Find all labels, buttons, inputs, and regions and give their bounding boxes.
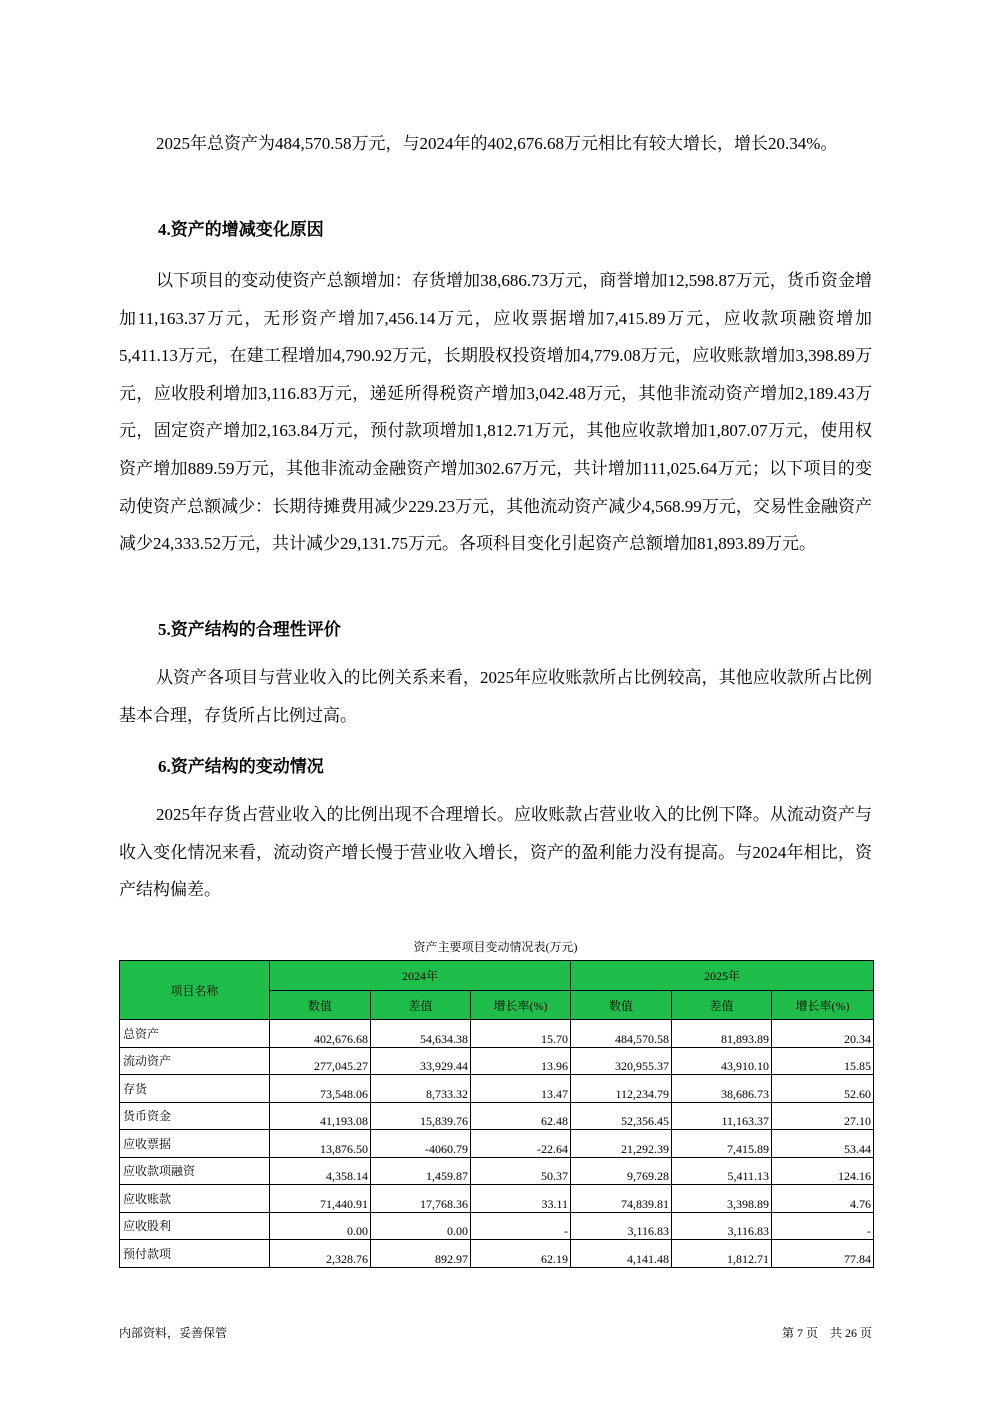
- table-cell: 62.48: [471, 1102, 571, 1130]
- table-row: [120, 1185, 874, 1213]
- header-value-2024: 数值: [270, 991, 371, 1020]
- table-cell: 0.00: [371, 1212, 471, 1240]
- header-year-2024: 2024年: [270, 961, 571, 991]
- table-cell: 2,328.76: [270, 1240, 371, 1268]
- table-cell: 1,812.71: [672, 1240, 772, 1268]
- table-cell: 5,411.13: [672, 1157, 772, 1185]
- table-cell: 15.85: [772, 1047, 874, 1075]
- table-cell: 43,910.10: [672, 1047, 772, 1075]
- table-body: [120, 1020, 874, 1268]
- table-cell: 3,116.83: [571, 1212, 672, 1240]
- table-row: [120, 1047, 874, 1075]
- table-cell: 3,116.83: [672, 1212, 772, 1240]
- table-row: [120, 1102, 874, 1130]
- row-label: 应收股利: [120, 1212, 270, 1240]
- table-cell: 52,356.45: [571, 1102, 672, 1130]
- header-diff-2025: 差值: [672, 991, 772, 1020]
- table-cell: 62.19: [471, 1240, 571, 1268]
- row-label: 货币资金: [120, 1102, 270, 1130]
- table-cell: 38,686.73: [672, 1075, 772, 1103]
- table-cell: 277,045.27: [270, 1047, 371, 1075]
- table-cell: 50.37: [471, 1157, 571, 1185]
- table-cell: 17,768.36: [371, 1185, 471, 1213]
- table-cell: 112,234.79: [571, 1075, 672, 1103]
- paragraph-asset-change-detail: 以下项目的变动使资产总额增加：存货增加38,686.73万元，商誉增加12,598.87万元，货币资金增加11,163.37万元，无形资产增加7,456.14万元，应收票据增加7,415.89万元，应收款项融资增加5,411.13万元，在建工程增加4,790.92万元，长期股权投资增加4,779.08万元，应收账款增加3,398.89万元，应收股利增加3,116.83万元，递延所得税资产增加3,042.48万元，其他非流动资产增加2,189.43万元，固定资产增加2,163.84万元，预付款项增加1,812.71万元，其他应收款增加1,807.07万元，使用权资产增加889.59万元，其他非流动金融资产增加302.67万元，共计增加111,025.64万元；以下项目的变动使资产总额减少：长期待摊费用减少229.23万元，其他流动资产减少4,568.99万元，交易性金融资产减少24,333.52万元，共计减少29,131.75万元。各项科目变化引起资产总额增加81,893.89万元。: [119, 271, 872, 554]
- header-year-2025: 2025年: [571, 961, 874, 991]
- table-cell: -: [471, 1212, 571, 1240]
- table-cell: 11,163.37: [672, 1102, 772, 1130]
- table-cell: 53.44: [772, 1130, 874, 1158]
- table-cell: 124.16: [772, 1157, 874, 1185]
- footer-confidential-note: 内部资料，妥善保管: [119, 1326, 228, 1340]
- table-cell: 320,955.37: [571, 1047, 672, 1075]
- footer-page-number: 第 7 页 共 26 页: [781, 1326, 872, 1340]
- table-cell: 892.97: [371, 1240, 471, 1268]
- paragraph-asset-structure-evaluation: 从资产各项目与营业收入的比例关系来看，2025年应收账款所占比例较高，其他应收款所占比例基本合理，存货所占比例过高。: [119, 668, 872, 725]
- table-cell: 73,548.06: [270, 1075, 371, 1103]
- table-cell: 1,459.87: [371, 1157, 471, 1185]
- table-cell: -4060.79: [371, 1130, 471, 1158]
- table-cell: 77.84: [772, 1240, 874, 1268]
- table-caption: 资产主要项目变动情况表(万元): [413, 940, 578, 954]
- asset-change-table: [119, 960, 874, 1268]
- table-cell: 15.70: [471, 1020, 571, 1048]
- header-rate-2025: 增长率(%): [772, 991, 874, 1020]
- table-cell: 27.10: [772, 1102, 874, 1130]
- table-cell: 8,733.32: [371, 1075, 471, 1103]
- table-cell: 4,358.14: [270, 1157, 371, 1185]
- table-cell: 21,292.39: [571, 1130, 672, 1158]
- table-cell: 52.60: [772, 1075, 874, 1103]
- header-diff-2024: 差值: [371, 991, 471, 1020]
- table-row: [120, 1020, 874, 1048]
- row-label: 预付款项: [120, 1240, 270, 1268]
- table-cell: 20.34: [772, 1020, 874, 1048]
- table-row: [120, 1157, 874, 1185]
- row-label: 应收款项融资: [120, 1157, 270, 1185]
- table-cell: 54,634.38: [371, 1020, 471, 1048]
- row-label: 应收账款: [120, 1185, 270, 1213]
- table-cell: 4.76: [772, 1185, 874, 1213]
- table-cell: 33.11: [471, 1185, 571, 1213]
- heading-asset-change-reasons: 4.资产的增减变化原因: [158, 220, 324, 239]
- table-row: [120, 1130, 874, 1158]
- table-cell: 402,676.68: [270, 1020, 371, 1048]
- table-cell: -: [772, 1212, 874, 1240]
- table-row: [120, 1075, 874, 1103]
- paragraph-total-assets: 2025年总资产为484,570.58万元，与2024年的402,676.68万元相比有较大增长，增长20.34%。: [156, 134, 838, 153]
- heading-asset-structure-evaluation: 5.资产结构的合理性评价: [158, 620, 341, 639]
- row-label: 总资产: [120, 1020, 270, 1048]
- table-cell: 4,141.48: [571, 1240, 672, 1268]
- table-cell: 3,398.89: [672, 1185, 772, 1213]
- table-cell: 15,839.76: [371, 1102, 471, 1130]
- row-label: 流动资产: [120, 1047, 270, 1075]
- table-cell: 13,876.50: [270, 1130, 371, 1158]
- row-label: 应收票据: [120, 1130, 270, 1158]
- table-cell: 7,415.89: [672, 1130, 772, 1158]
- header-value-2025: 数值: [571, 991, 672, 1020]
- paragraph-asset-structure-change: 2025年存货占营业收入的比例出现不合理增长。应收账款占营业收入的比例下降。从流动资产与收入变化情况来看，流动资产增长慢于营业收入增长，资产的盈利能力没有提高。与2024年相比，资产结构偏差。: [119, 805, 872, 900]
- table-cell: -22.64: [471, 1130, 571, 1158]
- table-row: [120, 1240, 874, 1268]
- table-cell: 41,193.08: [270, 1102, 371, 1130]
- table-cell: 81,893.89: [672, 1020, 772, 1048]
- table-cell: 71,440.91: [270, 1185, 371, 1213]
- table-cell: 9,769.28: [571, 1157, 672, 1185]
- heading-asset-structure-change: 6.资产结构的变动情况: [158, 757, 324, 776]
- table-row: [120, 1212, 874, 1240]
- table-cell: 484,570.58: [571, 1020, 672, 1048]
- header-rate-2024: 增长率(%): [471, 991, 571, 1020]
- table-cell: 13.47: [471, 1075, 571, 1103]
- table-cell: 13.96: [471, 1047, 571, 1075]
- row-label: 存货: [120, 1075, 270, 1103]
- table-cell: 74,839.81: [571, 1185, 672, 1213]
- table-cell: 33,929.44: [371, 1047, 471, 1075]
- header-item-name: 项目名称: [120, 961, 270, 1020]
- table-cell: 0.00: [270, 1212, 371, 1240]
